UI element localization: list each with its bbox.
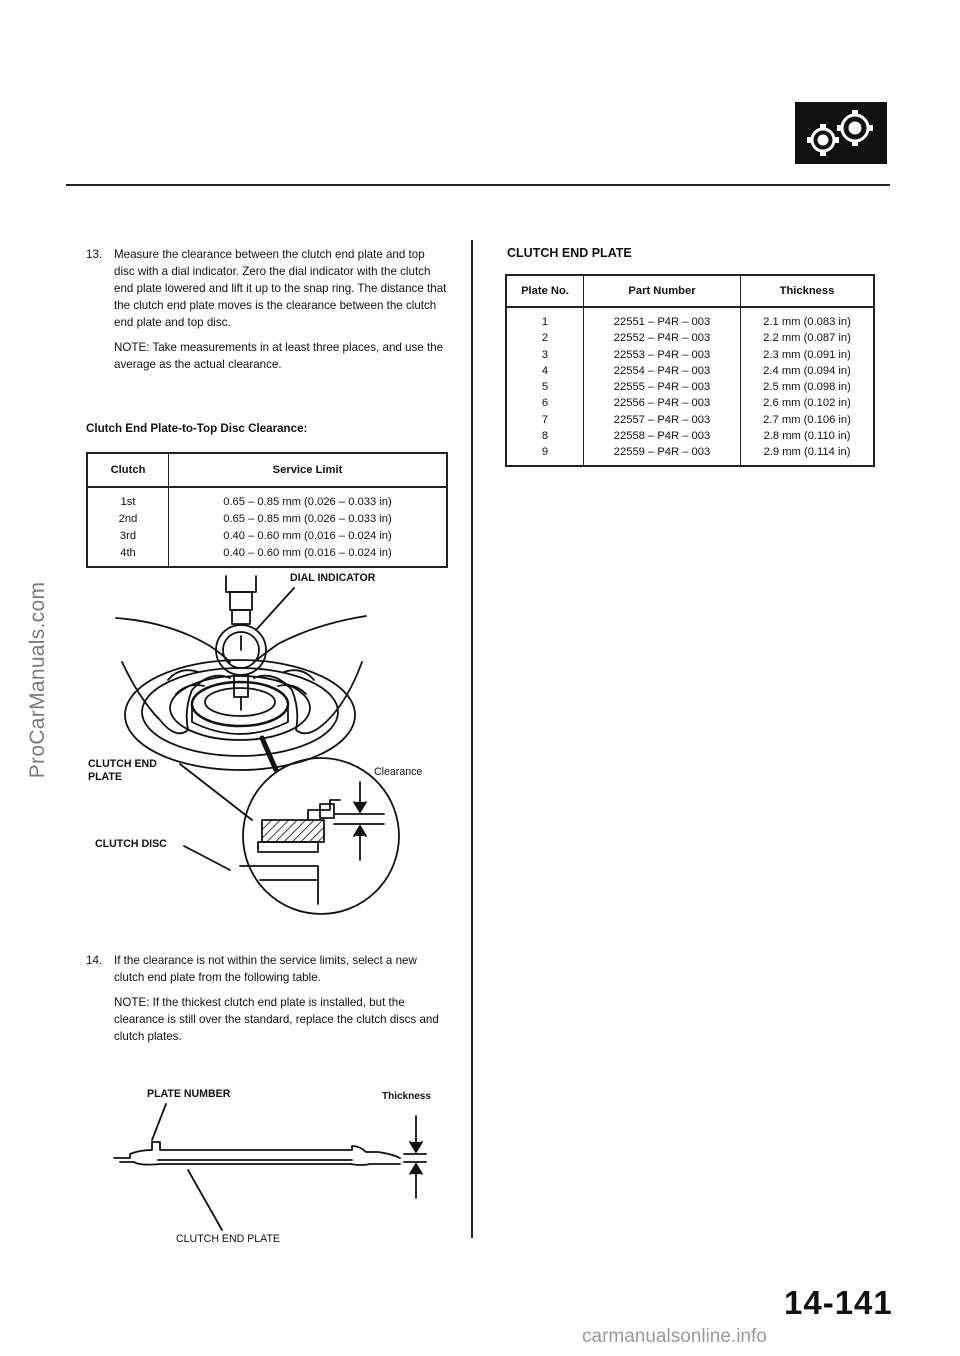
label-line: PLATE bbox=[88, 771, 122, 783]
watermark-text: ProCarManuals.com bbox=[26, 581, 49, 779]
page-number: 14-141 bbox=[784, 1284, 893, 1321]
plate-number-label: PLATE NUMBER bbox=[147, 1088, 231, 1100]
part-number-cell: 22558 – P4R – 003 bbox=[613, 430, 711, 443]
end-plate-table bbox=[505, 274, 875, 467]
step-note: NOTE: If the thickest clutch end plate is installed, but the clearance is still over the standard, replace the clutch discs and clutch plates. bbox=[114, 996, 439, 1043]
step-13 bbox=[86, 246, 448, 373]
clutch-cell: 1st bbox=[120, 496, 136, 508]
limit-cell: 0.40 – 0.60 mm (0.016 – 0.024 in) bbox=[223, 530, 392, 542]
clutch-end-plate-caption: CLUTCH END PLATE bbox=[176, 1233, 280, 1245]
limit-cell: 0.65 – 0.85 mm (0.026 – 0.033 in) bbox=[223, 513, 392, 525]
thickness-cell: 2.8 mm (0.110 in) bbox=[763, 430, 851, 443]
dial-indicator-illustration bbox=[80, 570, 480, 940]
header-clutch: Clutch bbox=[87, 453, 169, 487]
side-watermark bbox=[18, 560, 58, 800]
header-rule bbox=[66, 184, 890, 186]
clutch-cell: 3rd bbox=[119, 530, 137, 542]
thickness-column bbox=[741, 307, 875, 466]
plate-no-cell: 1 bbox=[541, 316, 549, 328]
thickness-cell: 2.4 mm (0.094 in) bbox=[763, 364, 851, 377]
clutch-column bbox=[87, 487, 169, 567]
clearance-table bbox=[86, 452, 448, 568]
limit-cell: 0.65 – 0.85 mm (0.026 – 0.033 in) bbox=[223, 496, 392, 508]
thickness-cell: 2.5 mm (0.098 in) bbox=[763, 381, 851, 394]
header-part-number: Part Number bbox=[584, 275, 741, 307]
header-plate-no: Plate No. bbox=[506, 275, 584, 307]
thickness-cell: 2.9 mm (0.114 in) bbox=[763, 446, 851, 459]
part-number-cell: 22557 – P4R – 003 bbox=[613, 413, 711, 426]
header-thickness: Thickness bbox=[741, 275, 875, 307]
part-number-cell: 22553 – P4R – 003 bbox=[613, 348, 711, 361]
clearance-table-title: Clutch End Plate-to-Top Disc Clearance: bbox=[86, 422, 308, 435]
thickness-cell: 2.1 mm (0.083 in) bbox=[763, 316, 851, 328]
clutch-end-plate-label bbox=[88, 758, 157, 784]
step-14 bbox=[86, 952, 448, 1045]
part-number-cell: 22552 – P4R – 003 bbox=[613, 332, 711, 345]
step-text: If the clearance is not within the service limits, select a new clutch end plate from the following table. bbox=[114, 954, 417, 984]
plate-no-cell: 2 bbox=[541, 332, 549, 345]
plate-no-column bbox=[506, 307, 584, 466]
thickness-cell: 2.6 mm (0.102 in) bbox=[763, 397, 851, 410]
dial-indicator-label: DIAL INDICATOR bbox=[290, 572, 376, 584]
plate-no-cell: 5 bbox=[541, 381, 549, 394]
gears-icon bbox=[795, 102, 887, 164]
plate-no-cell: 7 bbox=[541, 413, 549, 426]
label-line: CLUTCH END bbox=[88, 758, 157, 770]
step-number: 14. bbox=[86, 954, 103, 967]
step-number: 13. bbox=[86, 248, 103, 261]
step-note: NOTE: Take measurements in at least three places, and use the average as the actual clearance. bbox=[114, 341, 444, 371]
thickness-cell: 2.3 mm (0.091 in) bbox=[763, 348, 851, 361]
part-number-cell: 22555 – P4R – 003 bbox=[613, 381, 711, 394]
end-plate-table-title: CLUTCH END PLATE bbox=[507, 246, 632, 260]
thickness-label: Thickness bbox=[382, 1091, 431, 1102]
thickness-cell: 2.7 mm (0.106 in) bbox=[763, 413, 851, 426]
clearance-label: Clearance bbox=[374, 766, 423, 778]
part-number-cell: 22554 – P4R – 003 bbox=[613, 364, 711, 377]
plate-no-cell: 6 bbox=[541, 397, 549, 410]
plate-no-cell: 8 bbox=[541, 430, 549, 443]
clutch-disc-label: CLUTCH DISC bbox=[95, 838, 167, 850]
part-number-cell: 22556 – P4R – 003 bbox=[613, 397, 711, 410]
plate-no-cell: 4 bbox=[541, 364, 549, 377]
step-text: Measure the clearance between the clutch end plate and top disc with a dial indicator. Zero the dial indicator with the clutch end plate lowered and lift it up to the snap ring. The distance that the clutch end plate moves is the clearance between the clutch end plate and top disc. bbox=[114, 248, 447, 329]
clutch-cell: 2nd bbox=[118, 513, 138, 525]
footer-watermark: carmanualsonline.info bbox=[582, 1326, 767, 1347]
thickness-cell: 2.2 mm (0.087 in) bbox=[763, 332, 851, 345]
limit-cell: 0.40 – 0.60 mm (0.016 – 0.024 in) bbox=[223, 547, 392, 559]
part-number-cell: 22559 – P4R – 003 bbox=[613, 446, 711, 459]
clutch-cell: 4th bbox=[120, 547, 136, 559]
header-service-limit: Service Limit bbox=[169, 453, 448, 487]
part-number-column bbox=[584, 307, 741, 466]
plate-no-cell: 3 bbox=[541, 348, 549, 361]
part-number-cell: 22551 – P4R – 003 bbox=[613, 316, 711, 328]
plate-no-cell: 9 bbox=[541, 446, 549, 459]
end-plate-illustration bbox=[100, 1100, 440, 1250]
limit-column bbox=[169, 487, 448, 567]
